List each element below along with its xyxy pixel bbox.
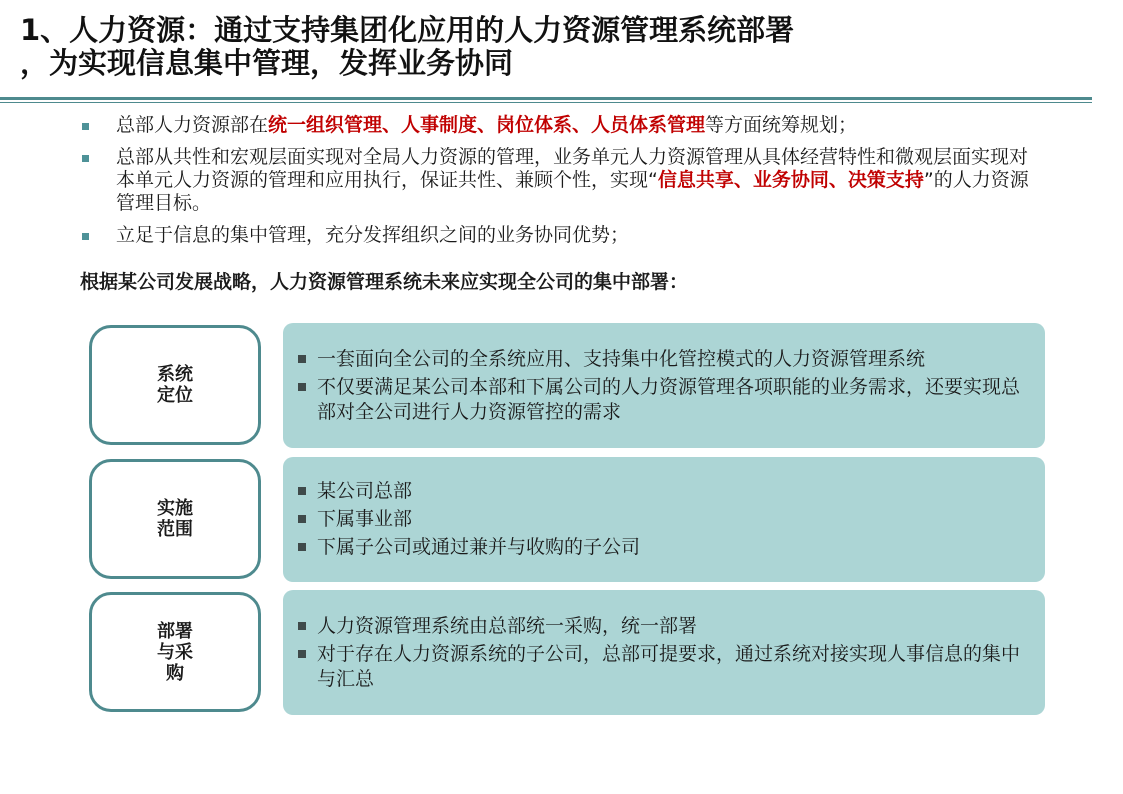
square-bullet-icon: [298, 487, 306, 495]
row-item: [297, 535, 1023, 560]
row-item-list: [297, 611, 1023, 695]
row-item-text: 某公司总部: [317, 480, 413, 502]
row-item: [297, 347, 1023, 372]
row-label-system-positioning: [89, 325, 261, 445]
row-panel-system-positioning: [283, 323, 1045, 448]
square-bullet-icon: [298, 515, 306, 523]
row-item: [297, 614, 1023, 639]
row-item-text: 人力资源管理系统由总部统一采购，统一部署: [317, 614, 698, 637]
square-bullet-icon: [298, 650, 306, 658]
intro-bullet-text: 等方面统筹规划；: [705, 114, 858, 136]
square-bullet-icon: [82, 155, 89, 162]
intro-bullet-list: [78, 114, 1038, 256]
row-label-deployment-procurement: [89, 592, 261, 712]
row-item: [297, 479, 1023, 504]
highlight-text: 信息共享、业务协同、决策支持: [657, 169, 924, 191]
intro-bullet: [78, 224, 1038, 247]
row-item-text: 一套面向全公司的全系统应用、支持集中化管控模式的人力资源管理系统: [317, 347, 926, 370]
row-panel-implementation-scope: [283, 457, 1045, 582]
intro-bullet: [78, 146, 1038, 215]
square-bullet-icon: [298, 543, 306, 551]
row-label-text: 系统定位: [157, 364, 193, 406]
row-label-text: 部署与采购: [157, 620, 193, 684]
summary-statement: 根据某公司发展战略，人力资源管理系统未来应实现全公司的集中部署：: [80, 271, 689, 293]
intro-bullet-text: ”的人力资源管理目标。: [116, 169, 1029, 214]
page-title-line-2: ，为实现信息集中管理，发挥业务协同: [20, 46, 514, 80]
row-item: [297, 375, 1023, 425]
title-divider-thin: [0, 102, 1092, 103]
intro-bullet: [78, 114, 1038, 137]
title-divider: [0, 97, 1092, 100]
row-item-text: 下属子公司或通过兼并与收购的子公司: [317, 536, 641, 558]
row-item-list: [297, 476, 1023, 563]
page-title: [20, 14, 794, 80]
row-item-text: 对于存在人力资源系统的子公司，总部可提要求，通过系统对接实现人事信息的集中与汇总: [317, 642, 1021, 690]
page-title-line-1: 1、人力资源：通过支持集团化应用的人力资源管理系统部署: [20, 13, 795, 47]
row-label-implementation-scope: [89, 459, 261, 579]
square-bullet-icon: [298, 355, 306, 363]
row-item-text: 下属事业部: [317, 508, 413, 530]
square-bullet-icon: [82, 123, 89, 130]
row-panel-deployment-procurement: [283, 590, 1045, 715]
row-item-text: 不仅要满足某公司本部和下属公司的人力资源管理各项职能的业务需求，还要实现总部对全公司进行人力资源管控的需求: [317, 375, 1021, 423]
row-item: [297, 507, 1023, 532]
highlight-text: 统一组织管理、人事制度、岗位体系、人员体系管理: [268, 114, 706, 136]
row-item-list: [297, 344, 1023, 428]
square-bullet-icon: [82, 233, 89, 240]
intro-bullet-text: 总部人力资源部在: [116, 114, 269, 136]
row-item: [297, 642, 1023, 692]
square-bullet-icon: [298, 622, 306, 630]
square-bullet-icon: [298, 383, 306, 391]
intro-bullet-text: 立足于信息的集中管理，充分发挥组织之间的业务协同优势；: [116, 224, 630, 246]
row-label-text: 实施范围: [157, 498, 193, 540]
intro-bullet-text: 总部从共性和宏观层面实现对全局人力资源的管理，业务单元人力资源管理从具体经营特性和微观层面实现对本单元人力资源的管理和应用执行，保证共性、兼顾个性，实现“: [116, 146, 1029, 191]
